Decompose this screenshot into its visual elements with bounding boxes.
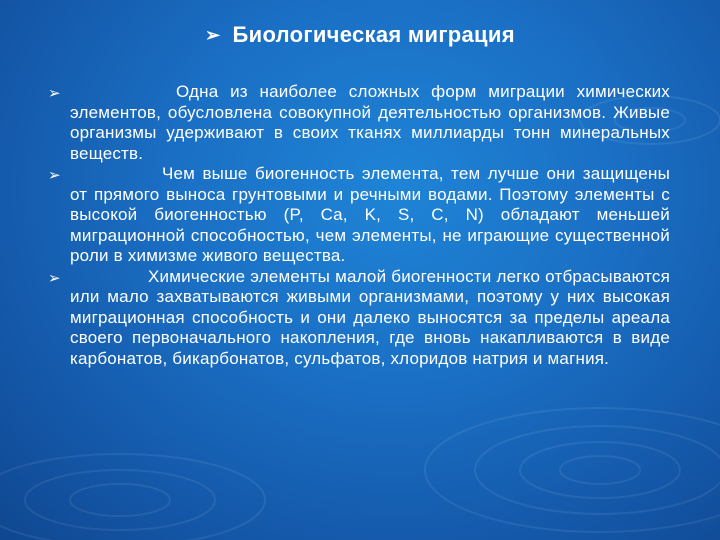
arrow-bullet-icon: ➢: [48, 269, 61, 287]
slide-title: [0, 22, 720, 48]
arrow-bullet-icon: ➢: [48, 167, 61, 184]
list-item: [0, 267, 720, 370]
list-item: [0, 164, 720, 267]
arrow-bullet-icon: ➢: [48, 85, 61, 102]
arrow-bullet-icon: ➢: [205, 25, 221, 45]
bullet-list: [0, 82, 720, 369]
paragraph-text: Одна из наиболее сложных форм миграции химических элементов, обусловлена совокупной деятельностью организмов. Живые организмы удерживают в своих тканях миллиарды тонн минеральных веществ.: [70, 82, 670, 163]
paragraph-text: Химические элементы малой биогенности легко отбрасываются или мало захватываются живыми организмами, поэтому у них высокая миграционная способность и они далеко выносятся за пределы ареала своего первоначального накопления, где вновь накапливаются в виде карбонатов, бикарбонатов, сульфатов, хлоридов натрия и магния.: [70, 266, 670, 368]
title-text: Биологическая миграция: [232, 22, 515, 47]
paragraph-text: Чем выше биогенность элемента, тем лучше они защищены от прямого выноса грунтовыми и речными водами. Поэтому элементы с высокой биогенностью (P, Ca, K, S, C, N) обладают меньшей миграционной способностью, чем элементы, не играющие существенной роли в химизме живого вещества.: [70, 164, 670, 265]
list-item: [0, 82, 720, 164]
